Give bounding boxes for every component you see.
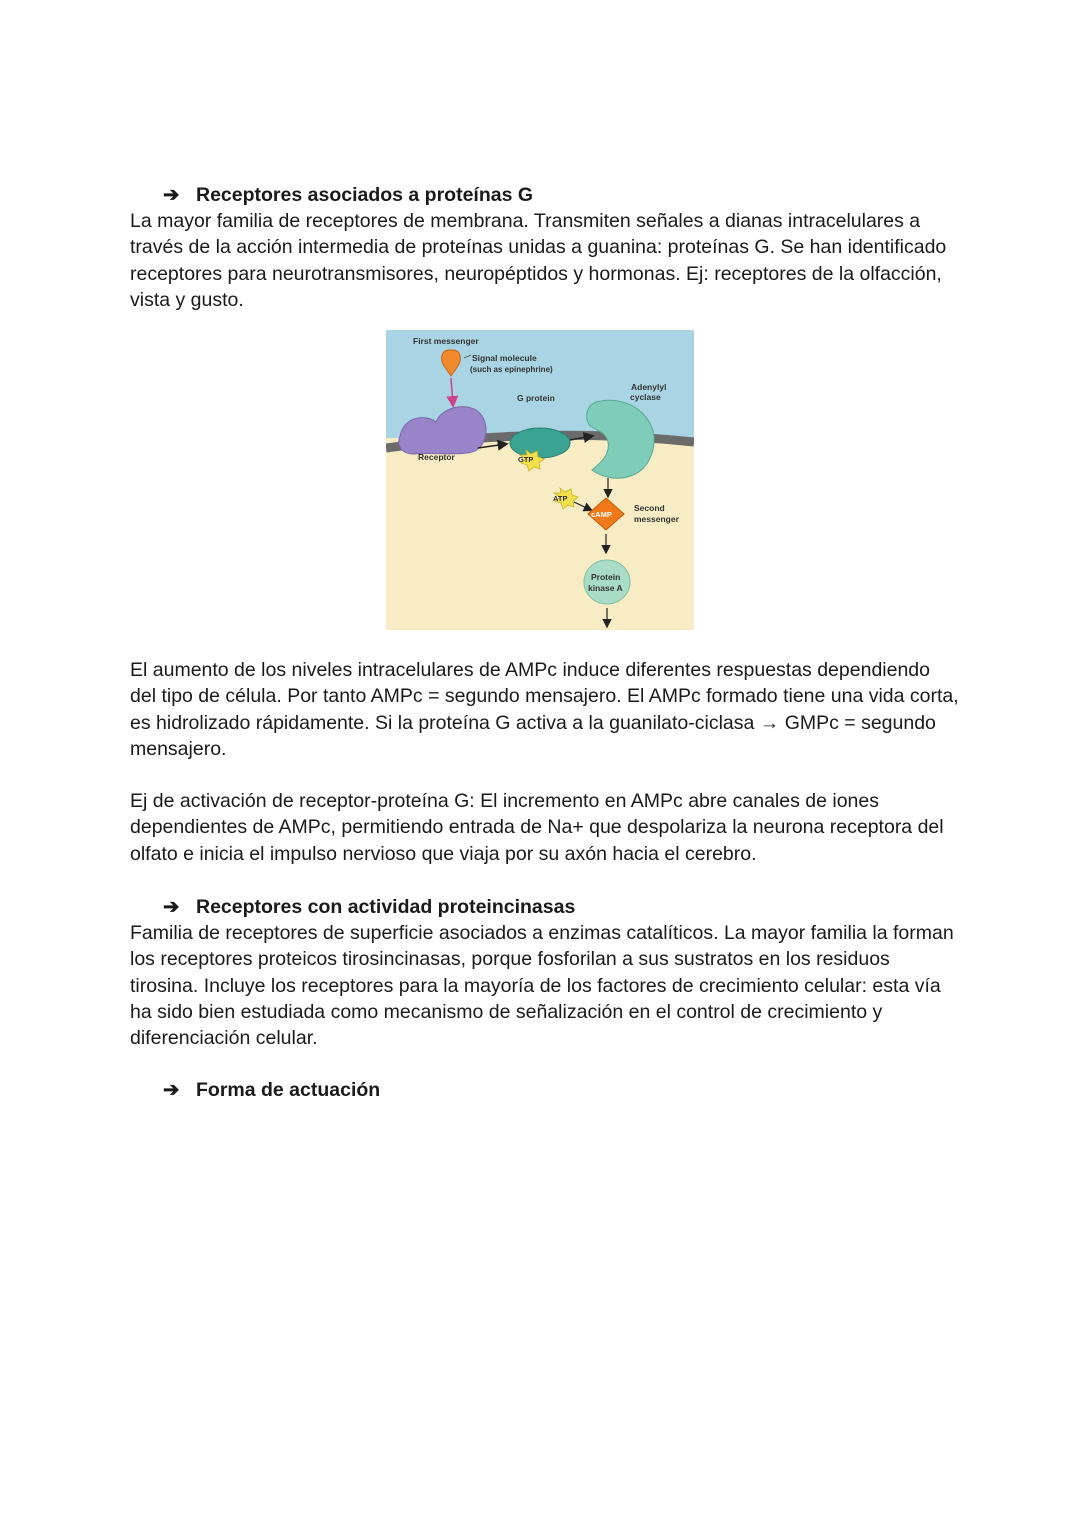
heading-text: Forma de actuación [196,1079,381,1101]
heading-text: Receptores asociados a proteínas G [196,184,534,206]
bullet-arrow-icon: ➔ [163,184,180,206]
label-protein: Protein [591,572,621,582]
label-atp: ATP [553,494,568,503]
paragraph-ampc [130,657,960,762]
bullet-arrow-icon: ➔ [163,896,180,918]
label-second: Second [634,503,665,513]
paragraph-kinase [130,920,960,1051]
label-signal-molecule: Signal molecule [472,353,537,363]
label-cyclase: cyclase [630,392,661,402]
label-messenger: messenger [634,514,679,524]
g-protein-signaling-diagram [386,330,694,630]
paragraph-text: La mayor familia de receptores de membrana. Transmiten señales a dianas intracelulares a través de la acción intermedia de proteínas unidas a guanina: proteínas G. Se han identificado receptores para neurotransmisores, neuropéptidos y hormonas. Ej: receptores de la olfacción, vista y gusto. [130,210,947,311]
label-gtp: GTP [518,455,534,464]
label-first-messenger: First messenger [413,336,479,346]
g-protein-icon [510,428,570,458]
heading-text: Receptores con actividad proteincinasas [196,896,576,918]
label-camp: cAMP [591,510,612,519]
paragraph-g-protein [130,208,960,313]
label-adenylyl: Adenylyl [631,382,667,392]
protein-kinase-a-icon [584,560,630,604]
label-g-protein: G protein [517,393,555,403]
heading-g-protein-receptors [163,182,533,208]
bullet-arrow-icon: ➔ [163,1079,180,1101]
paragraph-text: Familia de receptores de superficie asociados a enzimas catalíticos. La mayor familia la forman los receptores proteicos tirosincinasas, porque fosforilan a sus sustratos en los residuos tirosina. Incluye los receptores para la mayoría de los factores de crecimiento celular: esta vía ha sido bien estudiada como mecanismo de señalización en el control de crecimiento y diferenciación celular. [130,922,954,1050]
label-kinase-a: kinase A [588,583,623,593]
label-receptor: Receptor [418,452,455,462]
heading-forma-actuacion [163,1077,380,1103]
paragraph-text: Ej de activación de receptor-proteína G: El incremento en AMPc abre canales de iones dependientes de AMPc, permitiendo entrada de Na+ que despolariza la neurona receptora del olfato e inicia el impulso nervioso que viaja por su axón hacia el cerebro. [130,790,944,865]
paragraph-example [130,788,960,867]
heading-kinase-receptors [163,894,575,920]
paragraph-text: El aumento de los niveles intracelulares de AMPc induce diferentes respuestas dependiendo del tipo de célula. Por tanto AMPc = segundo mensajero. El AMPc formado tiene una vida corta, es hidrolizado rápidamente. Si la proteína G activa a la guanilato-ciclasa → GMPc = segundo mensajero. [130,659,959,760]
label-signal-example: (such as epinephrine) [470,365,553,374]
